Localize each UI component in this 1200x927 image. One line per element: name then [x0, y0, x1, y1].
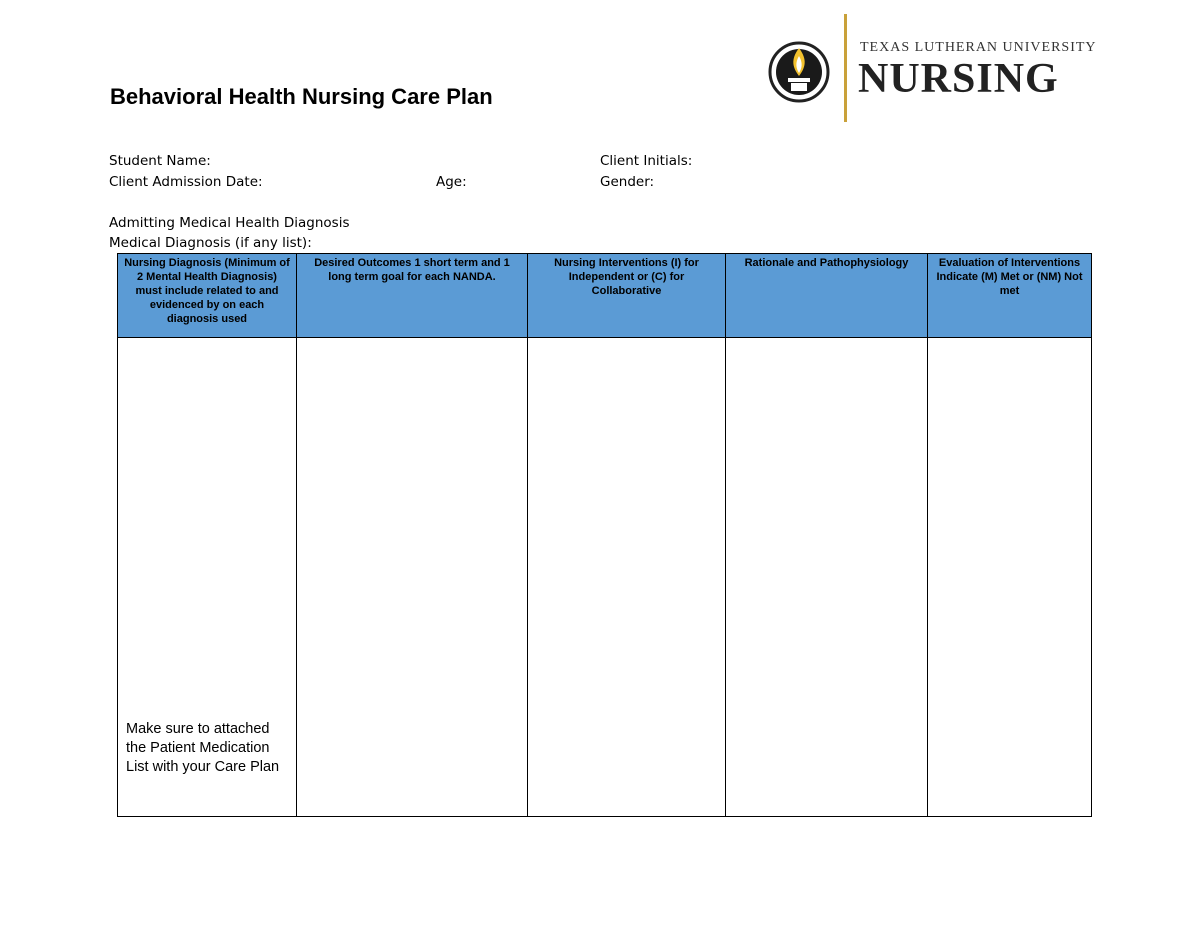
university-logo — [768, 14, 1098, 122]
client-initials-label: Client Initials: — [600, 153, 693, 169]
age-label: Age: — [436, 174, 467, 190]
admitting-diagnosis-label: Admitting Medical Health Diagnosis — [109, 215, 350, 231]
gender-label: Gender: — [600, 174, 655, 190]
table-row — [118, 338, 1092, 817]
desired-outcomes-cell[interactable] — [297, 338, 528, 817]
logo-divider — [844, 14, 847, 122]
medication-list-note: Make sure to attached the Patient Medication List with your Care Plan — [126, 721, 280, 775]
column-header-nursing-diagnosis: Nursing Diagnosis (Minimum of 2 Mental Health Diagnosis) must include related to and evidenced by on each diagnosis used — [118, 254, 297, 338]
page-title: Behavioral Health Nursing Care Plan — [110, 84, 493, 109]
rationale-cell[interactable] — [726, 338, 928, 817]
evaluation-cell[interactable] — [928, 338, 1092, 817]
column-header-rationale: Rationale and Pathophysiology — [726, 254, 928, 338]
logo-university-name: TEXAS LUTHERAN UNIVERSITY — [860, 40, 1097, 55]
torch-emblem-icon — [768, 36, 830, 104]
column-header-desired-outcomes: Desired Outcomes 1 short term and 1 long term goal for each NANDA. — [297, 254, 528, 338]
logo-program-name: NURSING — [858, 56, 1059, 102]
column-header-evaluation: Evaluation of Interventions Indicate (M) Met or (NM) Not met — [928, 254, 1092, 338]
admission-date-label: Client Admission Date: — [109, 174, 263, 190]
nursing-interventions-cell[interactable] — [528, 338, 726, 817]
student-name-label: Student Name: — [109, 153, 211, 169]
nursing-diagnosis-cell[interactable] — [118, 338, 297, 817]
table-header-row — [118, 254, 1092, 338]
column-header-nursing-interventions: Nursing Interventions (I) for Independent or (C) for Collaborative — [528, 254, 726, 338]
medical-diagnosis-label: Medical Diagnosis (if any list): — [109, 235, 312, 251]
care-plan-table — [117, 253, 1092, 817]
